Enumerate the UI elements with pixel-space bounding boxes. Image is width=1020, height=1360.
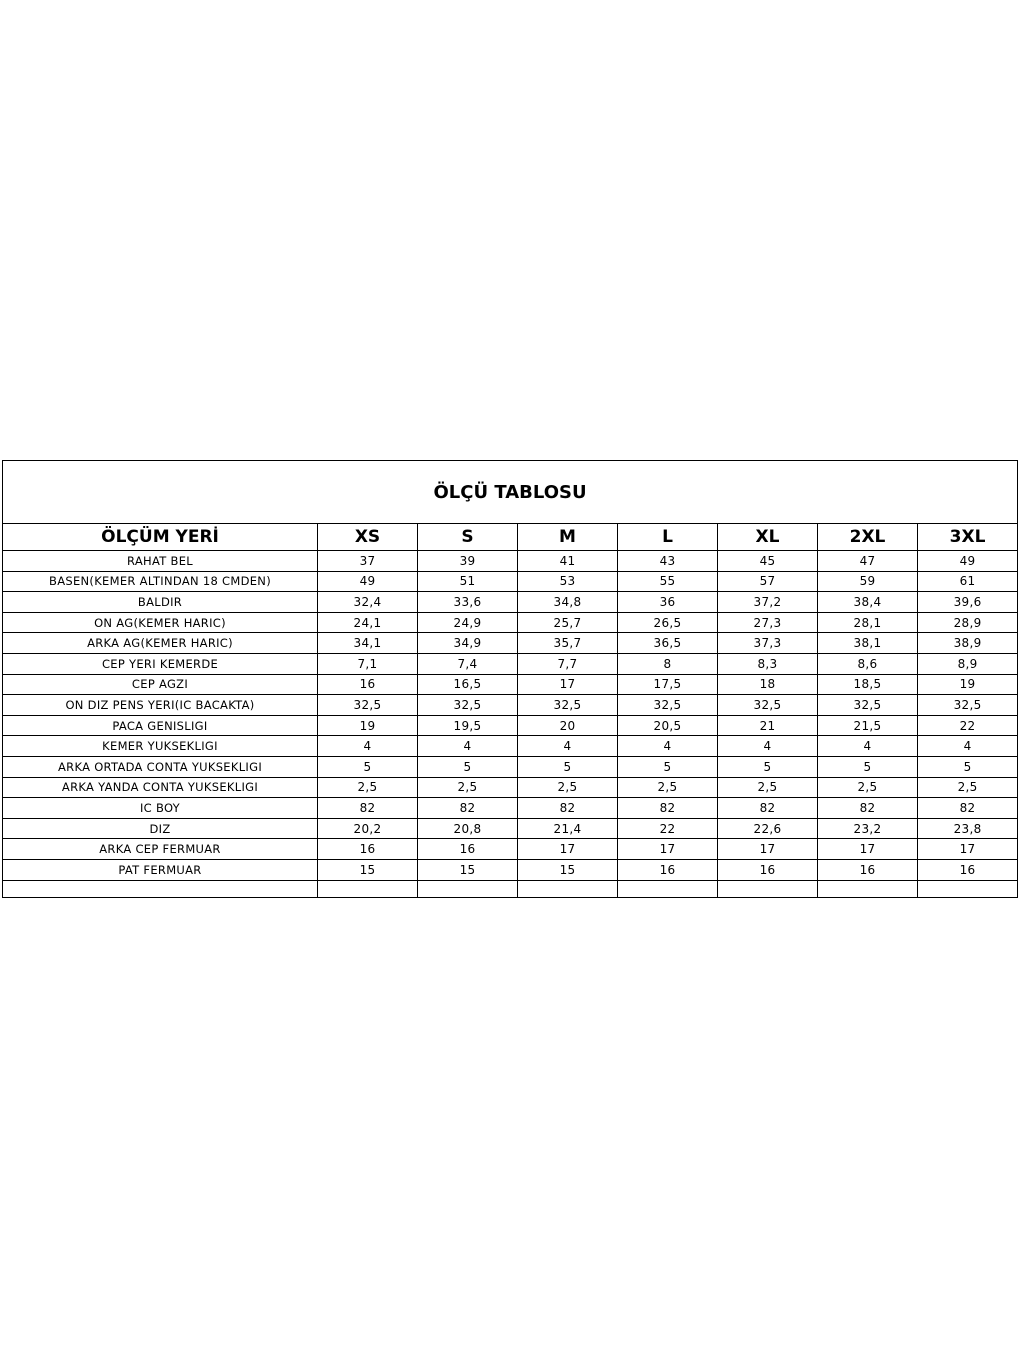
size-header-xl: XL [718,524,818,551]
measurement-label: BALDIR [3,592,318,613]
measurement-value: 5 [518,756,618,777]
size-header-2xl: 2XL [818,524,918,551]
measurement-value: 22,6 [718,818,818,839]
measurement-value: 57 [718,571,818,592]
measurement-value: 49 [918,551,1018,572]
table-title: ÖLÇÜ TABLOSU [3,461,1018,524]
measurement-value: 53 [518,571,618,592]
table-row [3,839,1018,860]
measurement-value: 18,5 [818,674,918,695]
size-chart [2,460,1018,898]
empty-row [3,880,1018,897]
measurement-value: 17 [518,839,618,860]
title-row [3,461,1018,524]
measurement-value: 82 [918,798,1018,819]
measurement-value: 21,5 [818,715,918,736]
measurement-value: 19,5 [418,715,518,736]
measurement-label: KEMER YUKSEKLIGI [3,736,318,757]
measurement-location-header: ÖLÇÜM YERİ [3,524,318,551]
measurement-value: 20 [518,715,618,736]
measurement-value: 22 [918,715,1018,736]
measurement-value: 17 [818,839,918,860]
measurement-value: 8,3 [718,653,818,674]
measurement-value: 36 [618,592,718,613]
measurement-value: 82 [418,798,518,819]
measurement-value: 2,5 [718,777,818,798]
measurement-value: 82 [818,798,918,819]
measurement-value: 2,5 [618,777,718,798]
measurement-value: 20,8 [418,818,518,839]
size-header-s: S [418,524,518,551]
measurement-value: 25,7 [518,612,618,633]
measurement-value: 43 [618,551,718,572]
measurement-value: 37,2 [718,592,818,613]
measurement-value: 19 [918,674,1018,695]
measurement-value: 17,5 [618,674,718,695]
table-row [3,551,1018,572]
measurement-value: 4 [418,736,518,757]
measurement-label: ARKA AG(KEMER HARIC) [3,633,318,654]
measurement-value: 32,4 [318,592,418,613]
measurement-label: ARKA YANDA CONTA YUKSEKLIGI [3,777,318,798]
measurement-value: 16 [818,859,918,880]
measurement-value: 7,7 [518,653,618,674]
size-header-3xl: 3XL [918,524,1018,551]
measurement-value: 20,2 [318,818,418,839]
measurement-value: 55 [618,571,718,592]
size-header-xs: XS [318,524,418,551]
measurement-value: 32,5 [418,695,518,716]
measurement-label: IC BOY [3,798,318,819]
measurement-value: 28,9 [918,612,1018,633]
measurement-value: 2,5 [418,777,518,798]
measurement-value: 5 [718,756,818,777]
empty-cell [718,880,818,897]
measurement-label: DIZ [3,818,318,839]
measurement-value: 5 [618,756,718,777]
measurement-value: 21,4 [518,818,618,839]
measurement-value: 45 [718,551,818,572]
measurement-value: 15 [318,859,418,880]
measurement-value: 32,5 [318,695,418,716]
measurement-value: 61 [918,571,1018,592]
empty-cell [418,880,518,897]
measurement-value: 2,5 [518,777,618,798]
measurement-value: 8,9 [918,653,1018,674]
measurement-value: 21 [718,715,818,736]
measurement-value: 82 [518,798,618,819]
measurement-value: 18 [718,674,818,695]
measurement-value: 23,8 [918,818,1018,839]
measurement-value: 2,5 [918,777,1018,798]
measurement-value: 2,5 [318,777,418,798]
measurement-value: 32,5 [918,695,1018,716]
measurement-value: 33,6 [418,592,518,613]
measurement-value: 8 [618,653,718,674]
measurement-value: 37,3 [718,633,818,654]
measurement-value: 16 [618,859,718,880]
measurement-value: 4 [518,736,618,757]
measurement-value: 5 [318,756,418,777]
measurement-value: 32,5 [818,695,918,716]
measurement-value: 38,4 [818,592,918,613]
measurement-value: 23,2 [818,818,918,839]
measurement-value: 4 [718,736,818,757]
measurement-value: 28,1 [818,612,918,633]
empty-cell [918,880,1018,897]
table-row [3,592,1018,613]
measurement-value: 39,6 [918,592,1018,613]
measurement-value: 47 [818,551,918,572]
measurement-value: 35,7 [518,633,618,654]
measurement-label: ARKA CEP FERMUAR [3,839,318,860]
size-header-m: M [518,524,618,551]
measurement-value: 16 [718,859,818,880]
measurement-label: ARKA ORTADA CONTA YUKSEKLIGI [3,756,318,777]
measurement-value: 26,5 [618,612,718,633]
measurement-value: 82 [718,798,818,819]
measurement-label: CEP AGZI [3,674,318,695]
measurement-value: 4 [918,736,1018,757]
measurement-value: 15 [518,859,618,880]
measurement-value: 5 [818,756,918,777]
measurement-value: 5 [418,756,518,777]
table-row [3,736,1018,757]
measurement-value: 20,5 [618,715,718,736]
table-row [3,653,1018,674]
measurement-value: 38,1 [818,633,918,654]
measurement-value: 24,9 [418,612,518,633]
measurement-value: 34,1 [318,633,418,654]
measurement-value: 17 [918,839,1018,860]
empty-cell [618,880,718,897]
measurement-label: ON AG(KEMER HARIC) [3,612,318,633]
measurement-label: ON DIZ PENS YERI(IC BACAKTA) [3,695,318,716]
measurement-value: 41 [518,551,618,572]
measurement-value: 4 [618,736,718,757]
measurement-value: 32,5 [518,695,618,716]
measurement-value: 34,8 [518,592,618,613]
measurement-value: 36,5 [618,633,718,654]
empty-cell [318,880,418,897]
measurement-value: 82 [618,798,718,819]
measurement-label: CEP YERI KEMERDE [3,653,318,674]
measurement-value: 17 [618,839,718,860]
measurement-value: 59 [818,571,918,592]
table-row [3,612,1018,633]
measurement-value: 24,1 [318,612,418,633]
measurement-value: 39 [418,551,518,572]
measurement-value: 8,6 [818,653,918,674]
measurement-value: 2,5 [818,777,918,798]
measurement-value: 27,3 [718,612,818,633]
measurement-value: 37 [318,551,418,572]
measurement-value: 32,5 [618,695,718,716]
measurement-value: 15 [418,859,518,880]
measurement-value: 38,9 [918,633,1018,654]
table-row [3,633,1018,654]
measurement-label: BASEN(KEMER ALTINDAN 18 CMDEN) [3,571,318,592]
table-row [3,798,1018,819]
measurement-value: 16 [318,674,418,695]
size-header-l: L [618,524,718,551]
table-row [3,695,1018,716]
measurement-value: 16,5 [418,674,518,695]
table-row [3,777,1018,798]
measurement-value: 16 [318,839,418,860]
measurement-value: 32,5 [718,695,818,716]
table-row [3,818,1018,839]
measurement-value: 5 [918,756,1018,777]
measurement-value: 19 [318,715,418,736]
table-row [3,674,1018,695]
measurement-value: 17 [718,839,818,860]
empty-cell [3,880,318,897]
empty-cell [818,880,918,897]
header-row [3,524,1018,551]
measurement-value: 82 [318,798,418,819]
measurement-value: 51 [418,571,518,592]
table-row [3,715,1018,736]
measurement-value: 16 [418,839,518,860]
measurement-value: 4 [318,736,418,757]
measurement-label: RAHAT BEL [3,551,318,572]
measurement-label: PAT FERMUAR [3,859,318,880]
measurement-value: 16 [918,859,1018,880]
measurement-value: 4 [818,736,918,757]
table-row [3,571,1018,592]
measurement-value: 49 [318,571,418,592]
measurement-label: PACA GENISLIGI [3,715,318,736]
measurement-value: 22 [618,818,718,839]
measurement-value: 7,1 [318,653,418,674]
table-row [3,756,1018,777]
table-row [3,859,1018,880]
size-table [2,460,1018,898]
empty-cell [518,880,618,897]
measurement-value: 7,4 [418,653,518,674]
measurement-value: 34,9 [418,633,518,654]
measurement-value: 17 [518,674,618,695]
